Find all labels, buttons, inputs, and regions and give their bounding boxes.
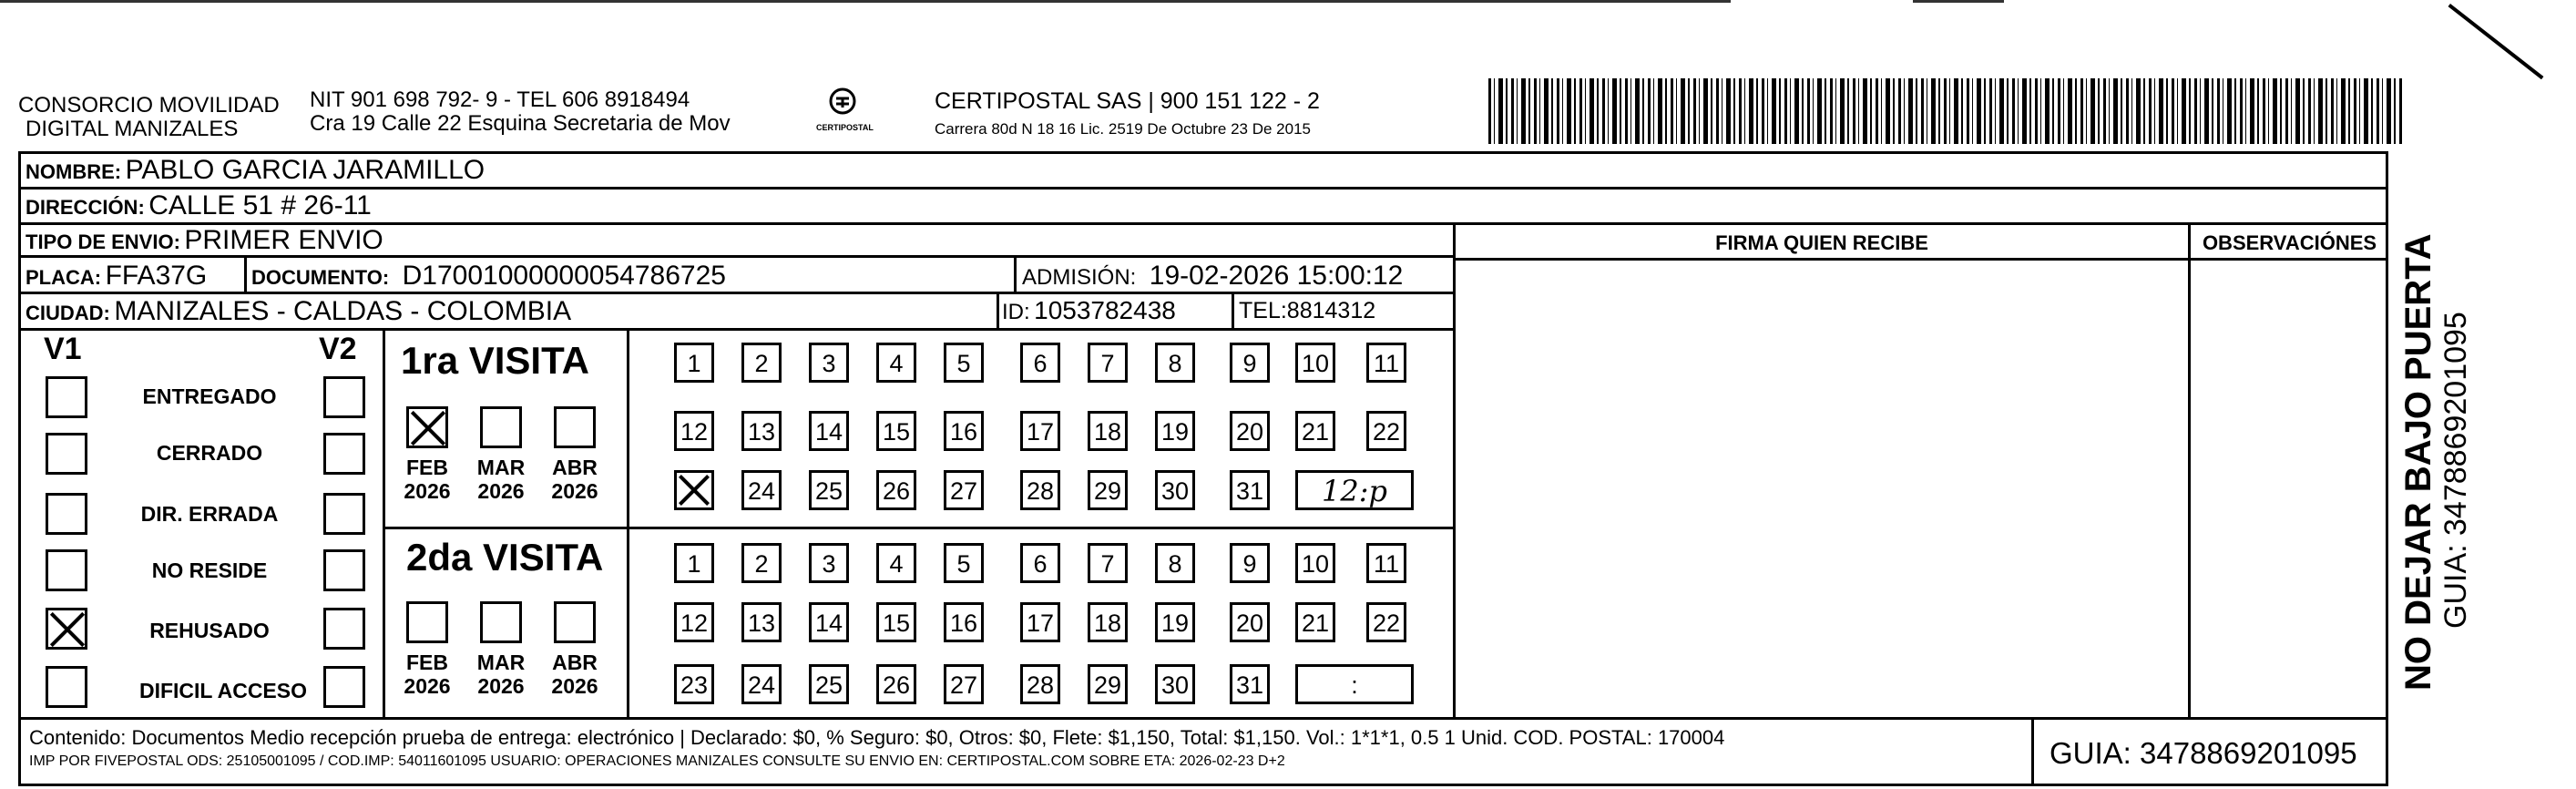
signature-area[interactable] [1456,261,2188,714]
second-visit-abr-checkbox[interactable] [554,601,596,643]
second-visit-day-8[interactable]: 8 [1155,543,1195,583]
first-visit-day-19[interactable]: 19 [1155,411,1195,451]
status-dificil-acceso: DIFICIL ACCESO [138,679,307,702]
first-visit-day-21[interactable]: 21 [1295,411,1335,451]
first-visit-time-box[interactable]: 12:p [1295,470,1414,510]
id-label: ID: [1002,300,1030,324]
row-divider [18,328,1453,331]
fold-line [2448,4,2544,79]
barcode [1488,78,2404,144]
first-visit-day-27[interactable]: 27 [944,470,984,510]
certipostal-logo: CERTIPOSTAL [816,87,869,132]
status-dir-errada: DIR. ERRADA [140,502,279,526]
ciudad-value: MANIZALES - CALDAS - COLOMBIA [114,296,572,326]
v2-dificil-acceso-checkbox[interactable] [323,666,365,708]
company-info: NIT 901 698 792- 9 - TEL 606 8918494 Cra 19 Calle 22 Esquina Secretaria de Mov [310,87,731,136]
second-visit-day-5[interactable]: 5 [944,543,984,583]
tel-label: TEL: [1239,298,1287,323]
first-visit-day-17[interactable]: 17 [1020,411,1060,451]
scan-edge-line [0,0,1731,3]
v2-entregado-checkbox[interactable] [323,376,365,418]
v1-entregado-checkbox[interactable] [46,376,87,418]
first-visit-day-4[interactable]: 4 [876,343,916,383]
observaciones-header: OBSERVACIÓNES [2202,231,2377,254]
v2-no-reside-checkbox[interactable] [323,549,365,591]
no-dejar-bajo-puerta-notice: NO DEJAR BAJO PUERTA [2398,233,2438,691]
first-visit-day-2[interactable]: 2 [741,343,782,383]
second-visit-day-3[interactable]: 3 [809,543,849,583]
second-visit-day-24[interactable]: 24 [741,664,782,704]
first-visit-day-16[interactable]: 16 [944,411,984,451]
status-cerrado: CERRADO [156,441,263,465]
company-name: CONSORCIO MOVILIDAD DIGITAL MANIZALES [18,93,280,141]
row-divider [18,292,1453,294]
first-visit-day-13[interactable]: 13 [741,411,782,451]
first-visit-day-24[interactable]: 24 [741,470,782,510]
second-visit-day-11[interactable]: 11 [1366,543,1406,583]
month-label: MAR 2026 [476,651,526,698]
first-visit-day-30[interactable]: 30 [1155,470,1195,510]
second-visit-day-29[interactable]: 29 [1088,664,1128,704]
second-visit-mar-checkbox[interactable] [480,601,522,643]
field-divider [244,255,247,292]
v2-rehusado-checkbox[interactable] [323,608,365,650]
footer-content-line: Contenido: Documentos Medio recepción prueba de entrega: electrónico | Declarado: $0, % Seguro: $0, Otros: $0, Flete: $1,150, Total: $1,150. Vol.: 1*1*1, 0.5 1 Unid. COD. POSTAL: 170004 [29,726,1725,749]
second-visit-day-28[interactable]: 28 [1020,664,1060,704]
first-visit-day-3[interactable]: 3 [809,343,849,383]
second-visit-day-9[interactable]: 9 [1230,543,1270,583]
ciudad-field [26,296,571,327]
tipo-envio-value: PRIMER ENVIO [184,225,383,255]
section-divider [627,328,629,717]
first-visit-day-22[interactable]: 22 [1366,411,1406,451]
second-visit-day-19[interactable]: 19 [1155,602,1195,642]
nombre-label: NOMBRE: [26,160,122,183]
field-divider [1014,255,1017,292]
field-divider [997,292,999,328]
tipo-envio-row [26,225,383,256]
status-entregado: ENTREGADO [142,384,277,408]
placa-field [26,261,207,292]
admision-field [1022,261,1403,292]
first-visit-day-18[interactable]: 18 [1088,411,1128,451]
v2-label: V2 [319,332,357,366]
second-visit-day-16[interactable]: 16 [944,602,984,642]
first-visit-day-20[interactable]: 20 [1230,411,1270,451]
side-guia-number: GUIA: 3478869201095 [2438,312,2473,629]
second-visit-day-20[interactable]: 20 [1230,602,1270,642]
admision-label: ADMISIÓN: [1022,265,1137,290]
first-visit-day-25[interactable]: 25 [809,470,849,510]
footer-info-line: IMP POR FIVEPOSTAL ODS: 25105001095 / COD.IMP: 54011601095 USUARIO: OPERACIONES MANIZALES CONSULTE SU ENVIO EN: CERTIPOSTAL.COM SOBRE ETA: 2026-02-23 D+2 [29,753,1285,769]
v2-cerrado-checkbox[interactable] [323,433,365,475]
placa-label: PLACA: [26,266,102,289]
second-visit-day-10[interactable]: 10 [1295,543,1335,583]
first-visit-day-11[interactable]: 11 [1366,343,1406,383]
first-visit-day-8[interactable]: 8 [1155,343,1195,383]
id-value: 1053782438 [1034,296,1176,324]
month-label: FEB 2026 [404,456,451,503]
direccion-row [26,190,372,221]
second-visit-title: 2da VISITA [406,536,604,579]
v1-rehusado-checkbox-marked[interactable] [46,608,87,650]
first-visit-day-12[interactable]: 12 [674,411,714,451]
first-visit-day-9[interactable]: 9 [1230,343,1270,383]
admision-value: 19-02-2026 15:00:12 [1149,261,1404,291]
first-visit-day-7[interactable]: 7 [1088,343,1128,383]
second-visit-day-27[interactable]: 27 [944,664,984,704]
documento-label: DOCUMENTO: [251,266,390,289]
second-visit-day-21[interactable]: 21 [1295,602,1335,642]
second-visit-day-30[interactable]: 30 [1155,664,1195,704]
month-label: ABR 2026 [551,456,598,503]
tipo-envio-label: TIPO DE ENVIO: [26,231,180,253]
first-visit-day-6[interactable]: 6 [1020,343,1060,383]
second-visit-day-12[interactable]: 12 [674,602,714,642]
first-visit-day-1[interactable]: 1 [674,343,714,383]
nombre-row [26,155,485,186]
tel-field [1239,298,1375,324]
second-visit-day-1[interactable]: 1 [674,543,714,583]
id-field [1002,296,1176,325]
v1-cerrado-checkbox[interactable] [46,433,87,475]
second-visit-day-22[interactable]: 22 [1366,602,1406,642]
second-visit-day-23[interactable]: 23 [674,664,714,704]
status-rehusado: REHUSADO [149,619,270,642]
first-visit-day-26[interactable]: 26 [876,470,916,510]
direccion-label: DIRECCIÓN: [26,196,145,219]
first-visit-day-14[interactable]: 14 [809,411,849,451]
logo-icon [824,87,861,118]
visit-divider [383,527,1453,529]
row-divider [18,187,2388,190]
observations-area[interactable] [2191,261,2388,714]
documento-value: D17001000000054786725 [402,261,726,291]
month-label: ABR 2026 [551,651,598,698]
second-visit-day-31[interactable]: 31 [1230,664,1270,704]
v1-no-reside-checkbox[interactable] [46,549,87,591]
footer-divider-vertical [2031,717,2034,786]
second-visit-day-13[interactable]: 13 [741,602,782,642]
second-visit-day-7[interactable]: 7 [1088,543,1128,583]
first-visit-day-28[interactable]: 28 [1020,470,1060,510]
first-visit-day-29[interactable]: 29 [1088,470,1128,510]
first-visit-day-23[interactable] [674,470,714,510]
courier-info: CERTIPOSTAL SAS | 900 151 122 - 2 Carrera 80d N 18 16 Lic. 2519 De Octubre 23 De 2015 [935,88,1320,138]
second-visit-day-6[interactable]: 6 [1020,543,1060,583]
tel-value: 8814312 [1286,298,1376,323]
v1-label: V1 [44,332,82,366]
second-visit-day-25[interactable]: 25 [809,664,849,704]
v2-dir-errada-checkbox[interactable] [323,493,365,535]
v1-dir-errada-checkbox[interactable] [46,493,87,535]
second-visit-day-14[interactable]: 14 [809,602,849,642]
second-visit-day-2[interactable]: 2 [741,543,782,583]
field-divider [1232,292,1234,328]
first-visit-title: 1ra VISITA [401,339,589,382]
footer-guia: GUIA: 3478869201095 [2050,736,2357,770]
first-visit-day-10[interactable]: 10 [1295,343,1335,383]
first-visit-day-31[interactable]: 31 [1230,470,1270,510]
second-visit-feb-checkbox[interactable] [406,601,448,643]
second-visit-day-15[interactable]: 15 [876,602,916,642]
second-visit-day-17[interactable]: 17 [1020,602,1060,642]
ciudad-label: CIUDAD: [26,302,110,324]
scan-edge-line [1913,0,2004,3]
placa-value: FFA37G [105,261,208,291]
direccion-value: CALLE 51 # 26-11 [148,190,372,220]
second-visit-day-4[interactable]: 4 [876,543,916,583]
second-visit-day-26[interactable]: 26 [876,664,916,704]
firma-header: FIRMA QUIEN RECIBE [1715,231,1928,254]
section-divider [383,328,385,717]
second-visit-day-18[interactable]: 18 [1088,602,1128,642]
first-visit-day-15[interactable]: 15 [876,411,916,451]
month-label: MAR 2026 [476,456,526,503]
first-visit-mar-checkbox[interactable] [480,406,522,448]
documento-field [251,261,726,292]
second-visit-time-box[interactable]: : [1295,664,1414,704]
v1-dificil-acceso-checkbox[interactable] [46,666,87,708]
first-visit-abr-checkbox[interactable] [554,406,596,448]
first-visit-day-5[interactable]: 5 [944,343,984,383]
nombre-value: PABLO GARCIA JARAMILLO [125,155,486,185]
first-visit-feb-checkbox-marked[interactable] [406,406,448,448]
month-label: FEB 2026 [404,651,451,698]
status-no-reside: NO RESIDE [151,558,268,582]
